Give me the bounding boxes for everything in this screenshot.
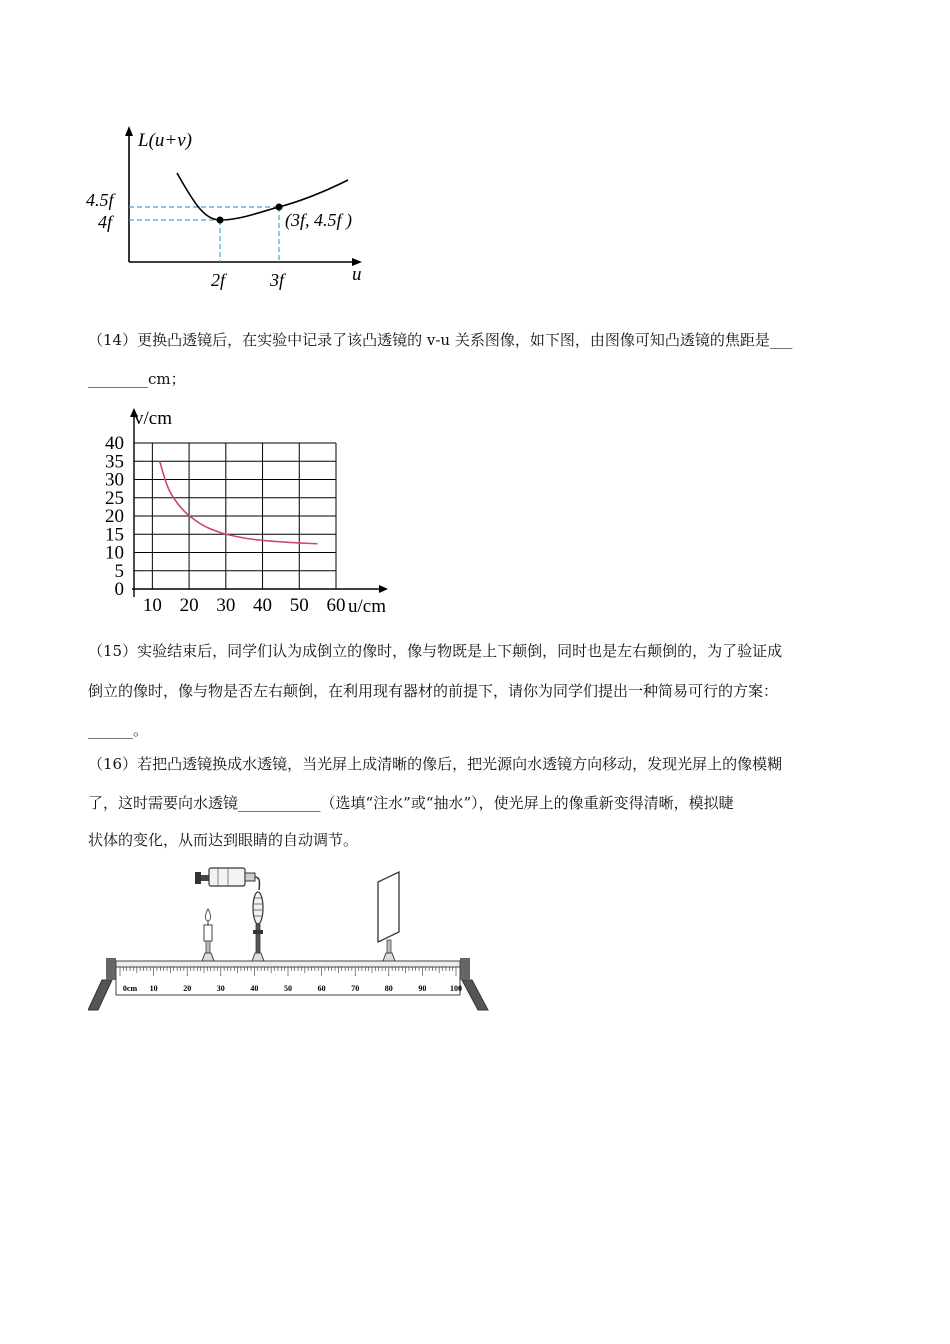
x-tick-label-60: 60: [326, 595, 346, 616]
scale-label-2: 20: [183, 984, 192, 993]
scale-label-9: 90: [418, 984, 427, 993]
x-axis-label: u: [352, 264, 362, 285]
series: [160, 461, 318, 543]
q15-line1: （15）实验结束后，同学们认为成倒立的像时，像与物既是上下颠倒，同时也是左右颠倒的，为了验证成: [88, 642, 783, 660]
y-tick-45f: 4.5f: [86, 190, 114, 210]
scale-label-10: 100: [450, 984, 462, 993]
y-tick-label-35: 35: [105, 451, 124, 473]
syringe-plunger: [195, 872, 201, 884]
y-tick-label-40: 40: [105, 433, 124, 454]
scale-label-3: 30: [216, 984, 225, 993]
x-tick-label-20: 20: [179, 595, 199, 616]
x-tick-label-10: 10: [142, 595, 162, 616]
min-point: [217, 217, 224, 224]
y-axis-label: L(u+v): [138, 130, 192, 151]
rail-top: [116, 961, 460, 967]
q14-line1: （14）更换凸透镜后，在实验中记录了该凸透镜的 v-u 关系图像，如下图，由图像可知凸透镜的焦距是___: [88, 331, 793, 349]
scale-label-5: 50: [284, 984, 292, 993]
x-tick-label-30: 30: [216, 595, 236, 616]
left-end-block: [106, 958, 116, 980]
y-axis-label: v/cm: [134, 408, 172, 429]
screen-panel: [378, 872, 399, 942]
syringe-tube: [255, 877, 260, 890]
flame-icon: [205, 909, 210, 921]
axes: [130, 408, 388, 597]
q14-line2: ________cm；: [88, 370, 186, 388]
syringe-barrel: [209, 868, 245, 886]
y-axis-arrow: [125, 126, 133, 136]
series-line-0: [160, 461, 318, 543]
scale-label-7: 70: [351, 984, 360, 993]
y-tick-label-30: 30: [105, 469, 124, 491]
scale-label-4: 40: [250, 984, 259, 993]
point-label: (3f, 4.5f ): [285, 210, 352, 230]
candle: [202, 909, 214, 961]
y-tick-label-5: 5: [114, 560, 124, 582]
water-lens: [253, 892, 263, 924]
y-tick-label-0: 0: [114, 579, 124, 600]
y-tick-label-15: 15: [105, 524, 124, 546]
point-3f: [276, 204, 283, 211]
grid: [134, 443, 336, 589]
y-tick-4f: 4f: [98, 212, 113, 232]
x-tick-3f: 3f: [270, 270, 285, 290]
q15-line3: ______。: [88, 721, 149, 739]
y-tick-label-25: 25: [105, 487, 124, 509]
scale-label-6: 60: [317, 984, 326, 993]
y-tick-label-10: 10: [105, 542, 124, 564]
q15-line2: 倒立的像时，像与物是否左右颠倒，在利用现有器材的前提下，请你为同学们提出一种简易可行的方案：: [88, 682, 779, 700]
y-tick-label-20: 20: [105, 506, 124, 527]
optical-bench: [88, 860, 498, 1016]
x-axis-label: u/cm: [348, 596, 386, 617]
x-tick-label-40: 40: [253, 595, 273, 616]
y-ticks: [105, 433, 124, 600]
q16-line2: 了，这时需要向水透镜___________（选填“注水”或“抽水”），使光屏上的像重新变得清晰，模拟睫: [88, 794, 734, 812]
light-screen: [378, 872, 399, 961]
lu-graph: [80, 120, 380, 300]
right-end-block: [460, 958, 470, 980]
scale-label-8: 80: [384, 984, 393, 993]
x-tick-label-50: 50: [289, 595, 309, 616]
q16-line1: （16）若把凸透镜换成水透镜，当光屏上成清晰的像后，把光源向水透镜方向移动，发现光屏上的像模糊: [88, 755, 783, 773]
left-leg: [88, 980, 112, 1010]
vu-chart: [90, 404, 410, 626]
right-leg: [462, 980, 488, 1010]
x-axis-arrow: [379, 585, 388, 593]
q16-line3: 状体的变化，从而达到眼睛的自动调节。: [88, 831, 359, 849]
scale-label-0: 0cm: [122, 984, 138, 993]
x-ticks: [143, 595, 346, 616]
x-tick-2f: 2f: [211, 270, 226, 290]
scale-label-1: 10: [149, 984, 158, 993]
